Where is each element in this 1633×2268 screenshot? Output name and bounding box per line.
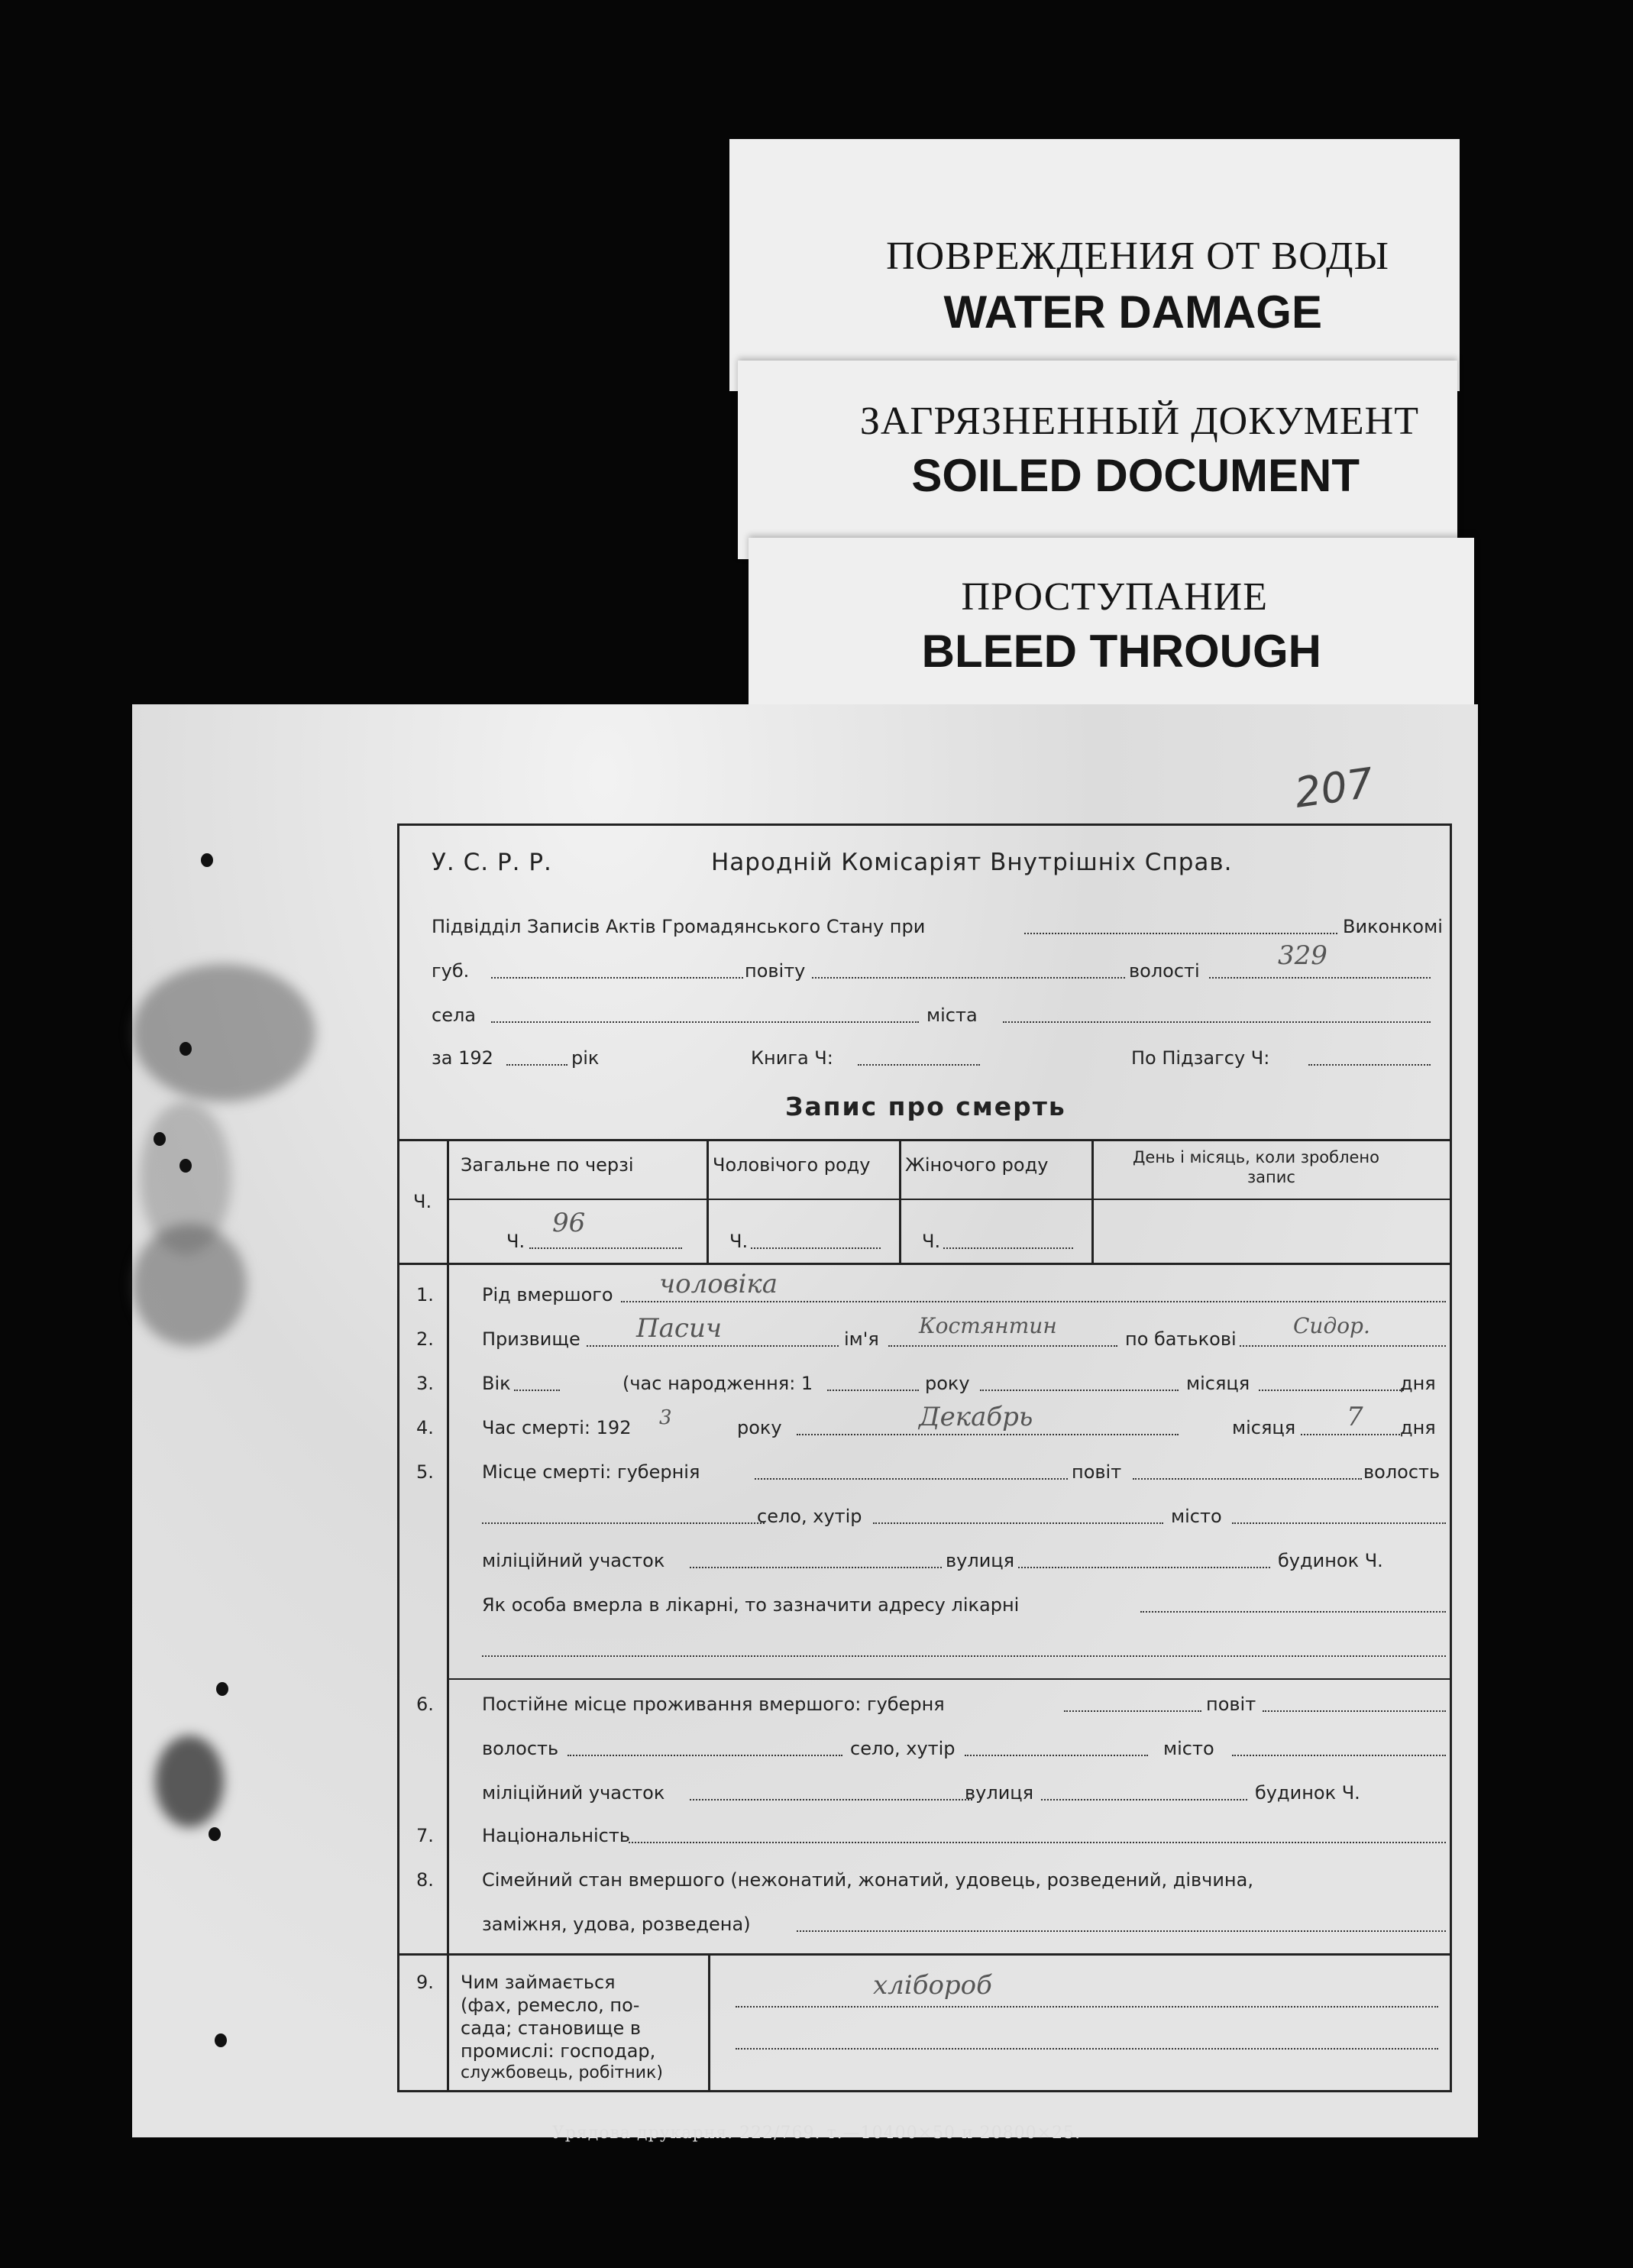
town-label: міста — [926, 1005, 978, 1026]
male-number-label: Ч. — [729, 1231, 749, 1252]
death-village-label: село, хутір — [757, 1506, 862, 1527]
water-damage-ru: ПОВРЕЖДЕНИЯ ОТ ВОДЫ — [886, 235, 1389, 278]
surname-label: Призвище — [482, 1328, 580, 1350]
residence-label: Постійне місце проживання вмершого: губерня — [482, 1694, 945, 1715]
residence-street-label: вулиця — [965, 1782, 1034, 1804]
death-police-label: міліційний участок — [482, 1550, 665, 1571]
row-number-8: 8. — [416, 1869, 434, 1891]
row-number-3: 3. — [416, 1373, 434, 1394]
birth-year-label: року — [925, 1373, 970, 1394]
deceased-gender-handwritten: чоловіка — [659, 1269, 778, 1299]
record-date-label: День і місяць, коли зроблено — [1133, 1148, 1379, 1166]
archive-number: 207 — [1292, 759, 1376, 817]
patronymic-label: по батькові — [1125, 1328, 1237, 1350]
record-date-label-2: запис — [1247, 1168, 1295, 1186]
water-damage-card — [729, 139, 1460, 391]
soiled-document-ru: ЗАГРЯЗНЕННЫЙ ДОКУМЕНТ — [859, 400, 1419, 443]
death-year-handwritten: 3 — [659, 1406, 672, 1429]
first-name-handwritten: Костянтин — [919, 1313, 1057, 1338]
nationality-label: Національність — [482, 1825, 631, 1846]
residence-volost-label: волость — [482, 1738, 559, 1759]
soiled-document-en: SOILED DOCUMENT — [911, 450, 1360, 501]
death-month-handwritten: Декабрь — [919, 1402, 1033, 1432]
occupation-handwritten: хлібороб — [873, 1970, 992, 2001]
ch-label: Ч. — [413, 1191, 432, 1212]
death-time-label: Час смерті: 192 — [482, 1417, 632, 1438]
death-volost-label: волость — [1363, 1461, 1441, 1483]
death-town-label: місто — [1171, 1506, 1222, 1527]
commissariat-header: Народній Комісаріят Внутрішніх Справ. — [711, 849, 1233, 876]
rik-label: рік — [571, 1047, 600, 1069]
death-street-label: вулиця — [946, 1550, 1015, 1571]
patronymic-handwritten: Сидор. — [1293, 1313, 1370, 1338]
general-number-handwritten: 96 — [552, 1208, 586, 1238]
first-name-label: ім'я — [844, 1328, 879, 1350]
executive-label: Виконкомі — [1343, 916, 1443, 937]
female-label: Жіночого роду — [905, 1154, 1049, 1176]
death-day-handwritten: 7 — [1347, 1402, 1363, 1432]
village-label: села — [432, 1005, 477, 1026]
birth-month-label: місяця — [1186, 1373, 1250, 1394]
male-label: Чоловічого роду — [713, 1154, 871, 1176]
female-number-label: Ч. — [922, 1231, 941, 1252]
punch-hole — [201, 853, 213, 867]
occupation-label: Чим займається — [461, 1972, 616, 1993]
death-day-label: дня — [1400, 1417, 1436, 1438]
death-place-label: Місце смерті: губернія — [482, 1461, 700, 1483]
ussr-header: У. С. Р. Р. — [432, 849, 552, 876]
book-label: Книга Ч: — [751, 1047, 833, 1069]
hospital-label: Як особа вмерла в лікарні, то зазначити адресу лікарні — [482, 1594, 1020, 1616]
deceased-gender-label: Рід вмершого — [482, 1284, 613, 1305]
surname-handwritten: Пасич — [636, 1313, 723, 1344]
bleed-through-ru: ПРОСТУПАНИЕ — [961, 575, 1268, 619]
row-number-1: 1. — [416, 1284, 434, 1305]
death-record-form — [397, 823, 1452, 2092]
row-number-7: 7. — [416, 1825, 434, 1846]
birth-label: (час народження: 1 — [622, 1373, 813, 1394]
punch-hole — [216, 1682, 228, 1696]
occupation-label-3: сада; становище в — [461, 2017, 642, 2039]
general-number-label: Ч. — [506, 1231, 525, 1252]
punch-hole — [209, 1827, 221, 1841]
occupation-label-4: промислі: господар, — [461, 2040, 656, 2062]
death-house-label: будинок Ч. — [1278, 1550, 1383, 1571]
residence-police-label: міліційний участок — [482, 1782, 665, 1804]
bleed-through-en: BLEED THROUGH — [921, 626, 1321, 677]
punch-hole — [179, 1159, 192, 1173]
row-number-5: 5. — [416, 1461, 434, 1483]
volost-number-handwritten: 329 — [1278, 940, 1327, 971]
water-stain — [132, 1224, 247, 1346]
marital-status-label-2: заміжня, удова, розведена) — [482, 1914, 751, 1935]
row-number-9: 9. — [416, 1972, 434, 1993]
printer-footer: Урядова друкарня. 222/769. т.—10400×50 и 20800×25. — [551, 2124, 1082, 2143]
soiled-document-card — [738, 361, 1457, 559]
occupation-label-5: службовець, робітник) — [461, 2063, 663, 2082]
year-label: за 192 — [432, 1047, 493, 1069]
punch-hole — [215, 2033, 227, 2047]
subzags-label: По Підзагсу Ч: — [1131, 1047, 1270, 1069]
water-stain — [132, 964, 315, 1102]
soil-stain — [155, 1736, 224, 1827]
volost-label: волості — [1129, 960, 1200, 982]
general-order-label: Загальне по черзі — [461, 1154, 634, 1176]
residence-town-label: місто — [1163, 1738, 1214, 1759]
row-number-6: 6. — [416, 1694, 434, 1715]
death-month-label: місяця — [1232, 1417, 1296, 1438]
birth-day-label: дня — [1400, 1373, 1436, 1394]
marital-status-label: Сімейний стан вмершого (нежонатий, жонатий, удовець, розведений, дівчина, — [482, 1869, 1253, 1891]
occupation-label-2: (фах, ремесло, по- — [461, 1995, 640, 2016]
punch-hole — [154, 1132, 166, 1146]
subdivision-label: Підвідділ Записів Актів Громадянського Стану при — [432, 916, 926, 937]
form-title: Запис про смерть — [785, 1092, 1066, 1121]
punch-hole — [179, 1042, 192, 1056]
povit-label: повіту — [745, 960, 806, 982]
age-label: Вік — [482, 1373, 511, 1394]
row-number-2: 2. — [416, 1328, 434, 1350]
residence-povit-label: повіт — [1206, 1694, 1256, 1715]
residence-house-label: будинок Ч. — [1255, 1782, 1360, 1804]
residence-village-label: село, хутір — [850, 1738, 956, 1759]
water-damage-en: WATER DAMAGE — [943, 286, 1322, 338]
death-povit-label: повіт — [1072, 1461, 1122, 1483]
gub-label: губ. — [432, 960, 470, 982]
row-number-4: 4. — [416, 1417, 434, 1438]
death-year-label: року — [737, 1417, 782, 1438]
